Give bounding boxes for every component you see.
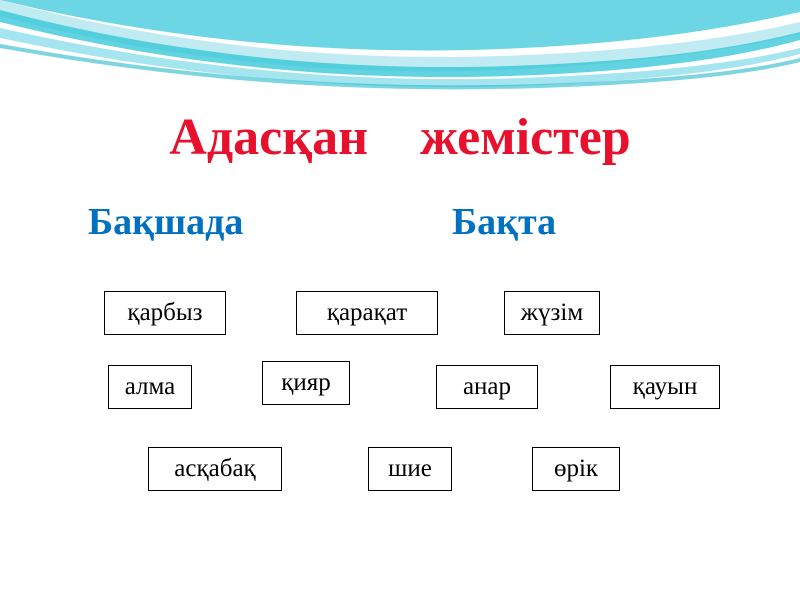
column-heading-garden: Бақшада <box>88 201 244 243</box>
word-card[interactable]: қауын <box>610 365 720 409</box>
wave-graphic <box>0 0 800 90</box>
word-card[interactable]: өрік <box>532 447 620 491</box>
word-card[interactable]: алма <box>108 365 192 409</box>
word-card[interactable]: шие <box>368 447 452 491</box>
word-card[interactable]: қияр <box>262 361 350 405</box>
word-card[interactable]: қарбыз <box>104 291 226 335</box>
page-title: Адасқан жемістер <box>169 109 631 166</box>
word-card[interactable]: жүзім <box>504 291 600 335</box>
word-card[interactable]: асқабақ <box>148 447 282 491</box>
word-card[interactable]: қарақат <box>296 291 438 335</box>
column-heading-orchard: Бақта <box>452 201 557 243</box>
decorative-wave-banner <box>0 0 800 90</box>
word-card[interactable]: анар <box>436 365 538 409</box>
column-headings <box>0 200 800 256</box>
